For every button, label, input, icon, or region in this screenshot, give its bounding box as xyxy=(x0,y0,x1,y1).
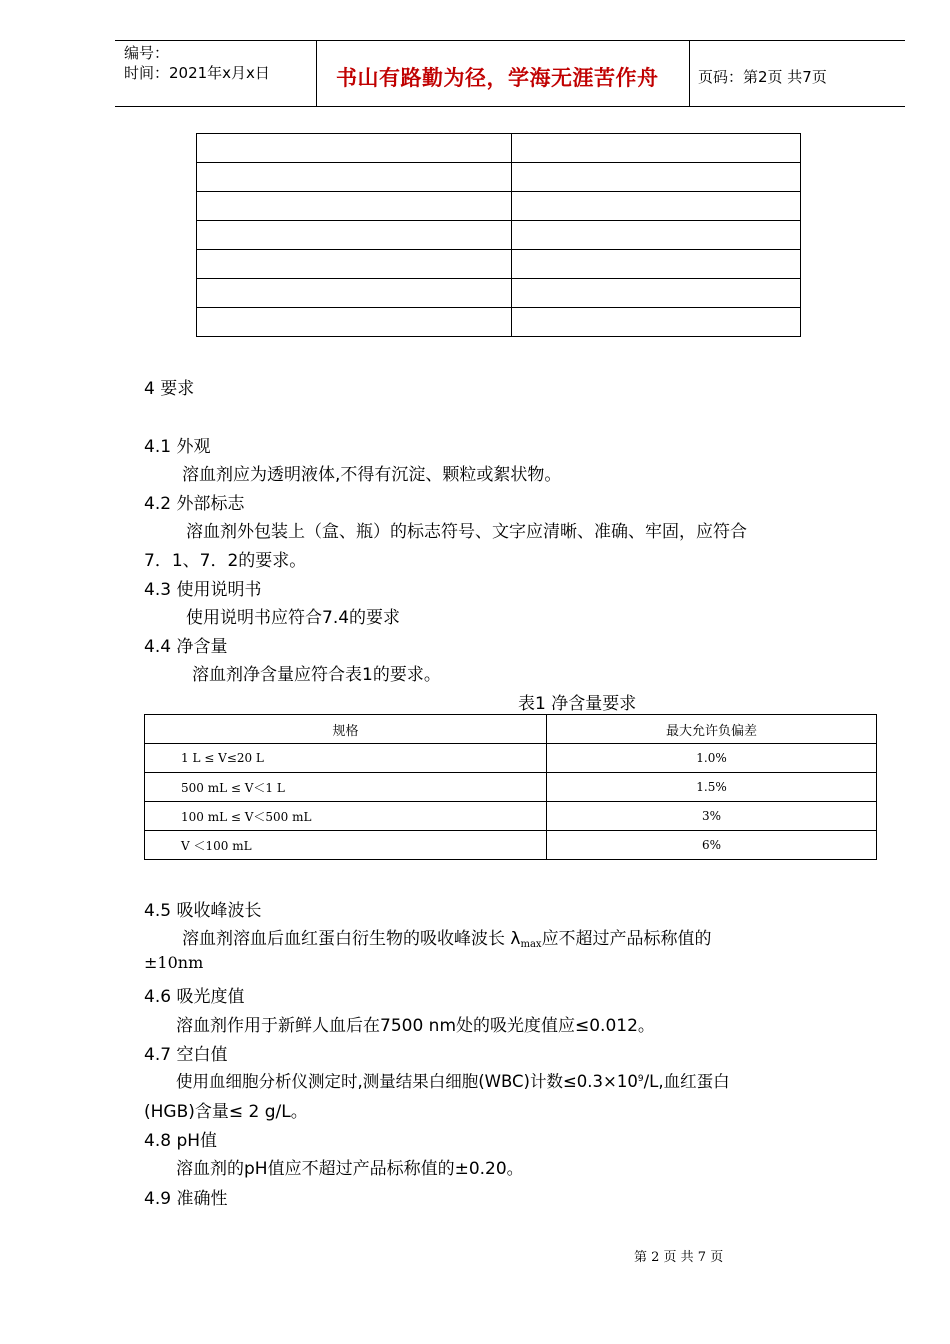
section-4-5-body-b: 应不超过产品标称值的 xyxy=(541,929,712,949)
section-4-6-body: 溶血剂作用于新鲜人血后在7500 nm处的吸光度值应≤0.012。 xyxy=(176,1016,655,1036)
table-cell-deviation: 6% xyxy=(547,831,877,860)
section-4-1-title: 4.1 外观 xyxy=(144,437,211,457)
section-4-2-body-line2: 7．1、7．2的要求。 xyxy=(144,551,307,571)
section-4-7-title: 4.7 空白值 xyxy=(144,1045,228,1065)
header-divider-left xyxy=(316,40,317,106)
header-time-label: 时间：2021年x月x日 xyxy=(124,64,270,82)
header-top-rule xyxy=(115,40,905,41)
section-4-4-title: 4.4 净含量 xyxy=(144,637,228,657)
header-page-label: 页码：第2页 共7页 xyxy=(698,68,827,86)
table-row xyxy=(197,192,801,221)
table-cell-deviation: 3% xyxy=(547,802,877,831)
header-divider-right xyxy=(689,40,690,106)
column-header-deviation: 最大允许负偏差 xyxy=(547,715,877,744)
section-4-title: 4 要求 xyxy=(144,379,195,399)
table-cell-spec: 100 mL ≤ V＜500 mL xyxy=(145,802,547,831)
table-cell-spec: 500 mL ≤ V＜1 L xyxy=(145,773,547,802)
blank-table xyxy=(196,133,801,337)
section-4-2-title: 4.2 外部标志 xyxy=(144,494,245,514)
section-4-1-body: 溶血剂应为透明液体,不得有沉淀、颗粒或絮状物。 xyxy=(182,465,562,485)
table-cell-deviation: 1.0% xyxy=(547,744,877,773)
section-4-7-body-line1 xyxy=(176,1068,730,1092)
section-4-5-body-line1 xyxy=(182,924,712,950)
table-header-row xyxy=(145,715,877,744)
section-4-8-title: 4.8 pH值 xyxy=(144,1131,218,1151)
section-4-3-title: 4.3 使用说明书 xyxy=(144,580,262,600)
section-4-8-body: 溶血剂的pH值应不超过产品标称值的±0.20。 xyxy=(176,1159,524,1179)
table-row xyxy=(197,308,801,337)
table-row xyxy=(145,744,877,773)
header-motto: 书山有路勤为径，学海无涯苦作舟 xyxy=(336,66,659,90)
table-row xyxy=(145,831,877,860)
lambda-max-subscript: max xyxy=(520,939,542,950)
section-4-7-body-a: 使用血细胞分析仪测定时,测量结果白细胞(WBC)计数≤0.3×10 xyxy=(176,1072,638,1091)
table-row xyxy=(197,134,801,163)
table-row xyxy=(197,279,801,308)
section-4-2-body-line1: 溶血剂外包装上（盒、瓶）的标志符号、文字应清晰、准确、牢固，应符合 xyxy=(186,522,747,542)
section-4-7-body-b: /L,血红蛋白 xyxy=(643,1072,730,1091)
table-row xyxy=(145,773,877,802)
section-4-4-body: 溶血剂净含量应符合表1的要求。 xyxy=(192,665,441,685)
table-cell-spec: V ＜100 mL xyxy=(145,831,547,860)
net-content-table xyxy=(144,714,877,860)
table-caption: 表1 净含量要求 xyxy=(518,694,637,714)
table-row xyxy=(197,221,801,250)
section-4-6-title: 4.6 吸光度值 xyxy=(144,987,245,1007)
table-cell-deviation: 1.5% xyxy=(547,773,877,802)
table-row xyxy=(197,250,801,279)
page-footer: 第 2 页 共 7 页 xyxy=(634,1250,724,1265)
header-number-label: 编号： xyxy=(124,44,170,62)
section-4-5-body-line2: ±10nm xyxy=(144,953,204,972)
column-header-spec: 规格 xyxy=(145,715,547,744)
table-row xyxy=(197,163,801,192)
section-4-9-title: 4.9 准确性 xyxy=(144,1189,228,1209)
exponent-superscript: 9 xyxy=(637,1074,644,1084)
section-4-3-body: 使用说明书应符合7.4的要求 xyxy=(186,608,401,628)
section-4-5-title: 4.5 吸收峰波长 xyxy=(144,901,262,921)
section-4-7-body-line2: (HGB)含量≤ 2 g/L。 xyxy=(144,1102,308,1122)
table-cell-spec: 1 L ≤ V≤20 L xyxy=(145,744,547,773)
header-bottom-rule xyxy=(115,106,905,107)
section-4-5-body-a: 溶血剂溶血后血红蛋白衍生物的吸收峰波长 λ xyxy=(182,929,521,949)
table-row xyxy=(145,802,877,831)
